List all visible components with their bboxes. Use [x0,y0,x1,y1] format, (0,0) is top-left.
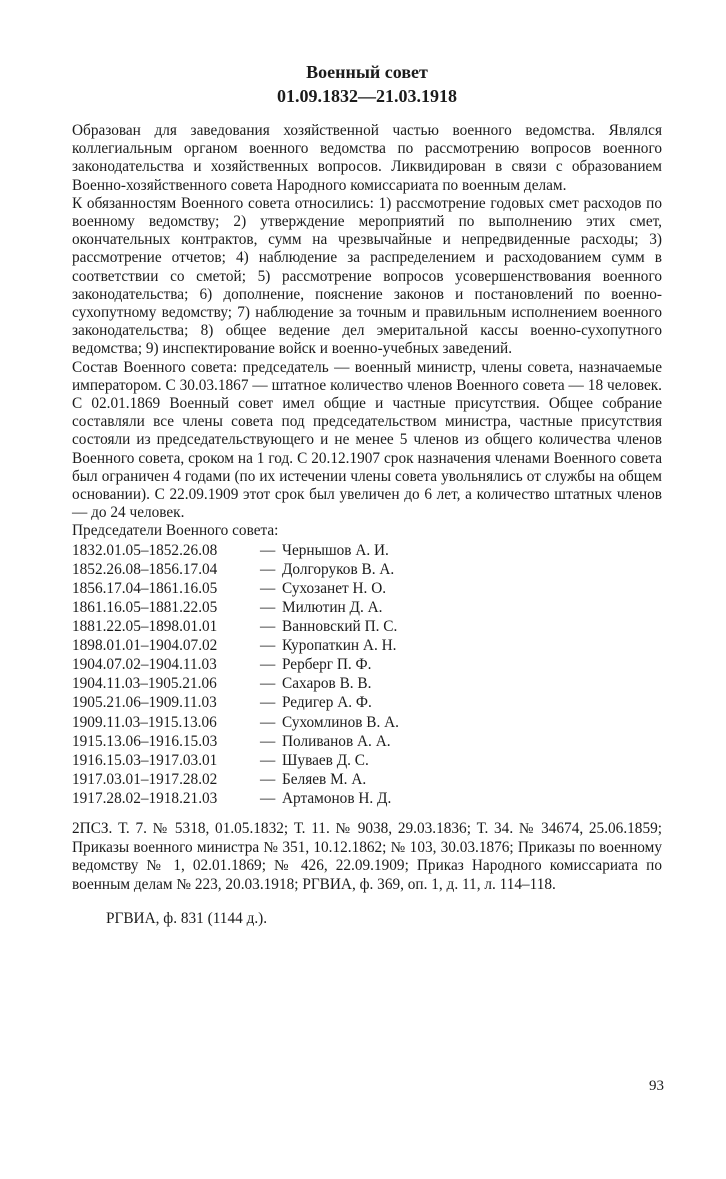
chair-name: Рерберг П. Ф. [282,656,372,674]
chairs-list [72,541,662,808]
chair-name: Беляев М. А. [282,770,367,788]
chair-period: 1881.22.05–1898.01.01 [72,618,218,636]
chair-period: 1832.01.05–1852.26.08 [72,541,218,559]
chair-name: Милютин Д. А. [282,598,383,616]
chair-row [72,579,662,598]
chair-dash: — [260,770,276,788]
chair-name: Чернышов А. И. [282,541,389,559]
chair-period: 1915.13.06–1916.15.03 [72,732,218,750]
chairs-heading: Председатели Военного совета: [72,522,279,540]
chair-name: Ванновский П. С. [282,618,398,636]
chair-period: 1916.15.03–1917.03.01 [72,751,218,769]
chair-row [72,751,662,770]
chair-dash: — [260,675,276,693]
chair-period: 1917.03.01–1917.28.02 [72,770,218,788]
chair-row [72,770,662,789]
chair-row [72,693,662,712]
chair-period: 1904.11.03–1905.21.06 [72,675,217,693]
chair-row [72,560,662,579]
chair-dash: — [260,694,276,712]
paragraph-text: Образован для заведования хозяйственной частью военного ведомства. Являлся коллегиальным органом военного ведомства по рассмотрению вопросов военного законодательства и хозяйственных вопросов. Ликвидирован в связи с образованием Военно-хозяйственного совета Народного комиссариата по военным делам. [72,122,662,194]
chair-name: Артамонов Н. Д. [282,789,392,807]
chair-row [72,732,662,751]
chair-dash: — [260,751,276,769]
chair-name: Долгоруков В. А. [282,560,395,578]
chair-dash: — [260,598,276,616]
page-number: 93 [649,1078,664,1094]
chair-row [72,674,662,693]
chair-dash: — [260,618,276,636]
paragraph-purpose [72,122,662,195]
document-dates: 01.09.1832—21.03.1918 [277,86,457,106]
paragraph-duties [72,195,662,359]
chair-dash: — [260,637,276,655]
archive-reference: РГВИА, ф. 831 (1144 д.). [106,909,268,927]
chair-name: Куропаткин А. Н. [282,637,397,655]
paragraph-composition [72,359,662,523]
chair-name: Сахаров В. В. [282,675,372,693]
chair-row [72,713,662,732]
chair-name: Сухозанет Н. О. [282,579,387,597]
chair-name: Поливанов А. А. [282,732,391,750]
chair-dash: — [260,656,276,674]
chair-dash: — [260,789,276,807]
chair-period: 1904.07.02–1904.11.03 [72,656,217,674]
chair-row [72,598,662,617]
chair-period: 1909.11.03–1915.13.06 [72,713,217,731]
document-title: Военный совет [306,62,428,82]
chair-period: 1905.21.06–1909.11.03 [72,694,217,712]
chair-dash: — [260,541,276,559]
chair-row [72,617,662,636]
chair-name: Редигер А. Ф. [282,694,372,712]
chair-dash: — [260,579,276,597]
chair-period: 1856.17.04–1861.16.05 [72,579,218,597]
sources-paragraph: 2ПСЗ. Т. 7. № 5318, 01.05.1832; Т. 11. № 9038, 29.03.1836; Т. 34. № 34674, 25.06.1859; Приказы военного министра № 351, 10.12.1862; № 103, 30.03.1876; Приказы по военному ведомству № 1, 02.01.1869; № 426, 22.09.1909; Приказ Народного комиссариата по военным делам № 223, 20.03.1918; РГВИА, ф. 369, оп. 1, д. 11, л. 114–118. [72,819,662,893]
chair-row [72,541,662,560]
chair-period: 1898.01.01–1904.07.02 [72,637,218,655]
paragraph-text: К обязанностям Военного совета относились: 1) рассмотрение годовых смет расходов по военному ведомству; 2) утверждение мероприятий по выполнению этих смет, окончательных контрактов, сумм на чрезвычайные и непредвиденные расходы; 3) рассмотрение отчетов; 4) наблюдение за распределением и расходованием сумм в соответствии со сметой; 5) рассмотрение вопросов усовершенствования военного законодательства; 6) дополнение, пояснение законов и постановлений по военно-сухопутному ведомству; 7) наблюдение за точным и правильным исполнением военного законодательства; 8) общее ведение дел эмеритальной кассы военно-сухопутного ведомства; 9) инспектирование войск и военно-учебных заведений. [72,194,662,358]
document-page [72,60,662,943]
chair-name: Сухомлинов В. А. [282,713,399,731]
chair-row [72,636,662,655]
chair-period: 1852.26.08–1856.17.04 [72,560,218,578]
chair-dash: — [260,732,276,750]
chair-row [72,789,662,808]
chair-name: Шуваев Д. С. [282,751,369,769]
paragraph-text: Состав Военного совета: председатель — военный министр, члены совета, назначаемые императором. С 30.03.1867 — штатное количество членов Военного совета — 18 человек. С 02.01.1869 Военный совет имел общие и частные присутствия. Общее собрание составляли все члены совета под председательством министра, частные присутствия состояли из председательствующего и не менее 5 членов из общего количества членов Военного совета, сроком на 1 год. С 20.12.1907 срок назначения членами Военного совета был ограничен 4 годами (по их истечении члены совета увольнялись от службы на общем основании). С 22.09.1909 этот срок был увеличен до 6 лет, а количество штатных членов — до 24 человек. [72,358,662,522]
chair-period: 1861.16.05–1881.22.05 [72,598,218,616]
chair-dash: — [260,713,276,731]
chair-row [72,655,662,674]
chair-period: 1917.28.02–1918.21.03 [72,789,218,807]
chair-dash: — [260,560,276,578]
